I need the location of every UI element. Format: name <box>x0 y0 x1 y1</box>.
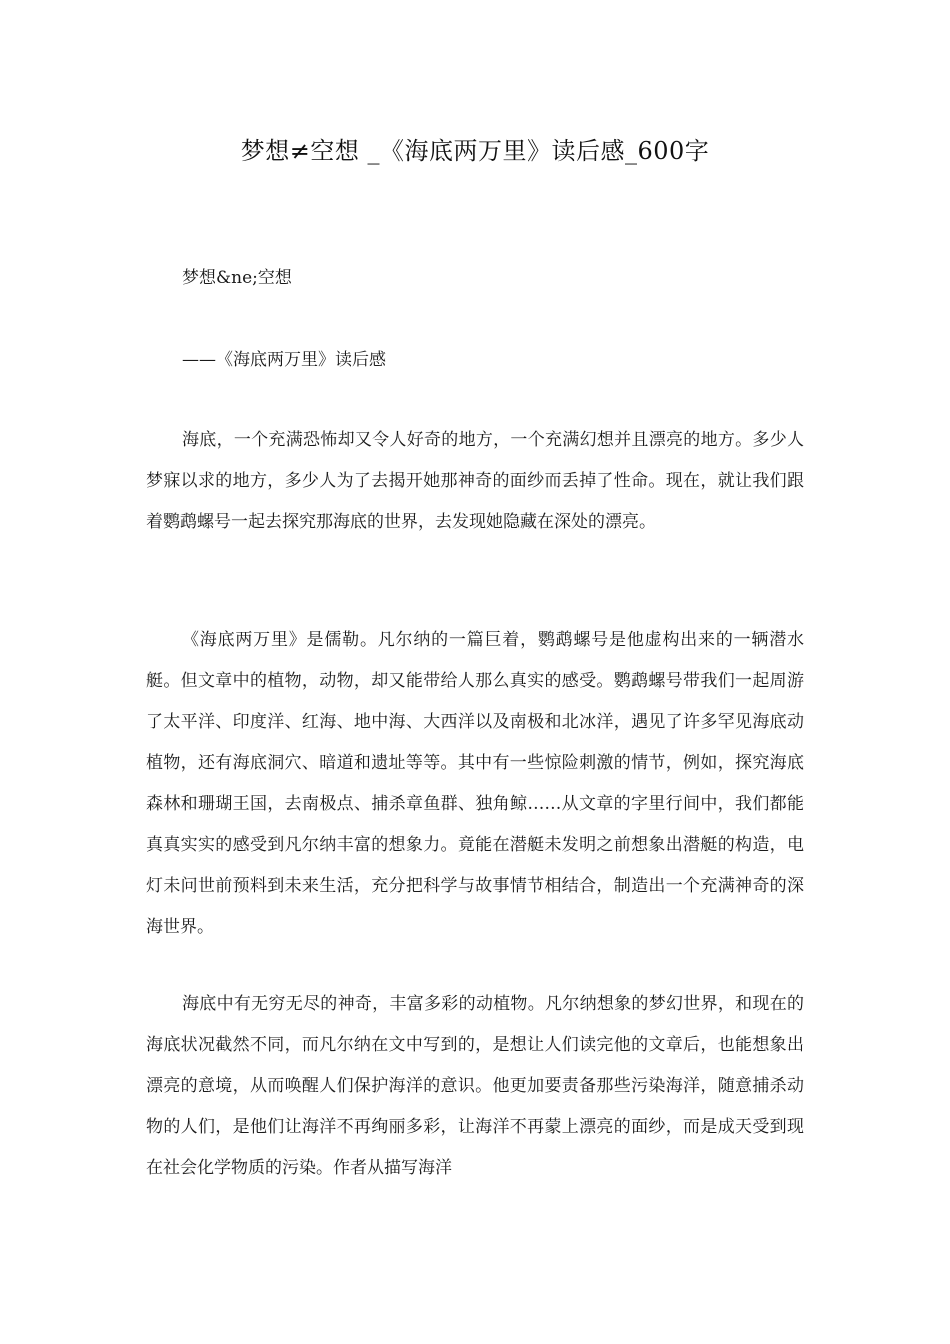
essay-subheading: ——《海底两万里》读后感 <box>182 350 386 370</box>
document-title: 梦想≠空想 _《海底两万里》读后感_600字 <box>240 137 710 165</box>
paragraph-1: 海底，一个充满恐怖却又令人好奇的地方，一个充满幻想并且漂亮的地方。多少人梦寐以求的地方，多少人为了去揭开她那神奇的面纱而丢掉了性命。现在，就让我们跟着鹦鹉螺号一起去探究那海底的世界，去发现她隐藏在深处的漂亮。 <box>146 430 804 532</box>
essay-heading: 梦想&ne;空想 <box>182 268 292 288</box>
paragraph-2: 《海底两万里》是儒勒。凡尔纳的一篇巨着，鹦鹉螺号是他虚构出来的一辆潜水艇。但文章中的植物，动物，却又能带给人那么真实的感受。鹦鹉螺号带我们一起周游了太平洋、印度洋、红海、地中海、大西洋以及南极和北冰洋，遇见了许多罕见海底动植物，还有海底洞穴、暗道和遗址等等。其中有一些惊险刺激的情节，例如，探究海底森林和珊瑚王国，去南极点、捕杀章鱼群、独角鲸……从文章的字里行间中，我们都能真真实实的感受到凡尔纳丰富的想象力。竟能在潜艇未发明之前想象出潜艇的构造，电灯未问世前预料到未来生活，充分把科学与故事情节相结合，制造出一个充满神奇的深海世界。 <box>146 630 804 937</box>
paragraph-3: 海底中有无穷无尽的神奇，丰富多彩的动植物。凡尔纳想象的梦幻世界，和现在的海底状况截然不同，而凡尔纳在文中写到的，是想让人们读完他的文章后，也能想象出漂亮的意境，从而唤醒人们保护海洋的意识。他更加要责备那些污染海洋，随意捕杀动物的人们，是他们让海洋不再绚丽多彩，让海洋不再蒙上漂亮的面纱，而是成天受到现在社会化学物质的污染。作者从描写海洋 <box>146 994 804 1178</box>
